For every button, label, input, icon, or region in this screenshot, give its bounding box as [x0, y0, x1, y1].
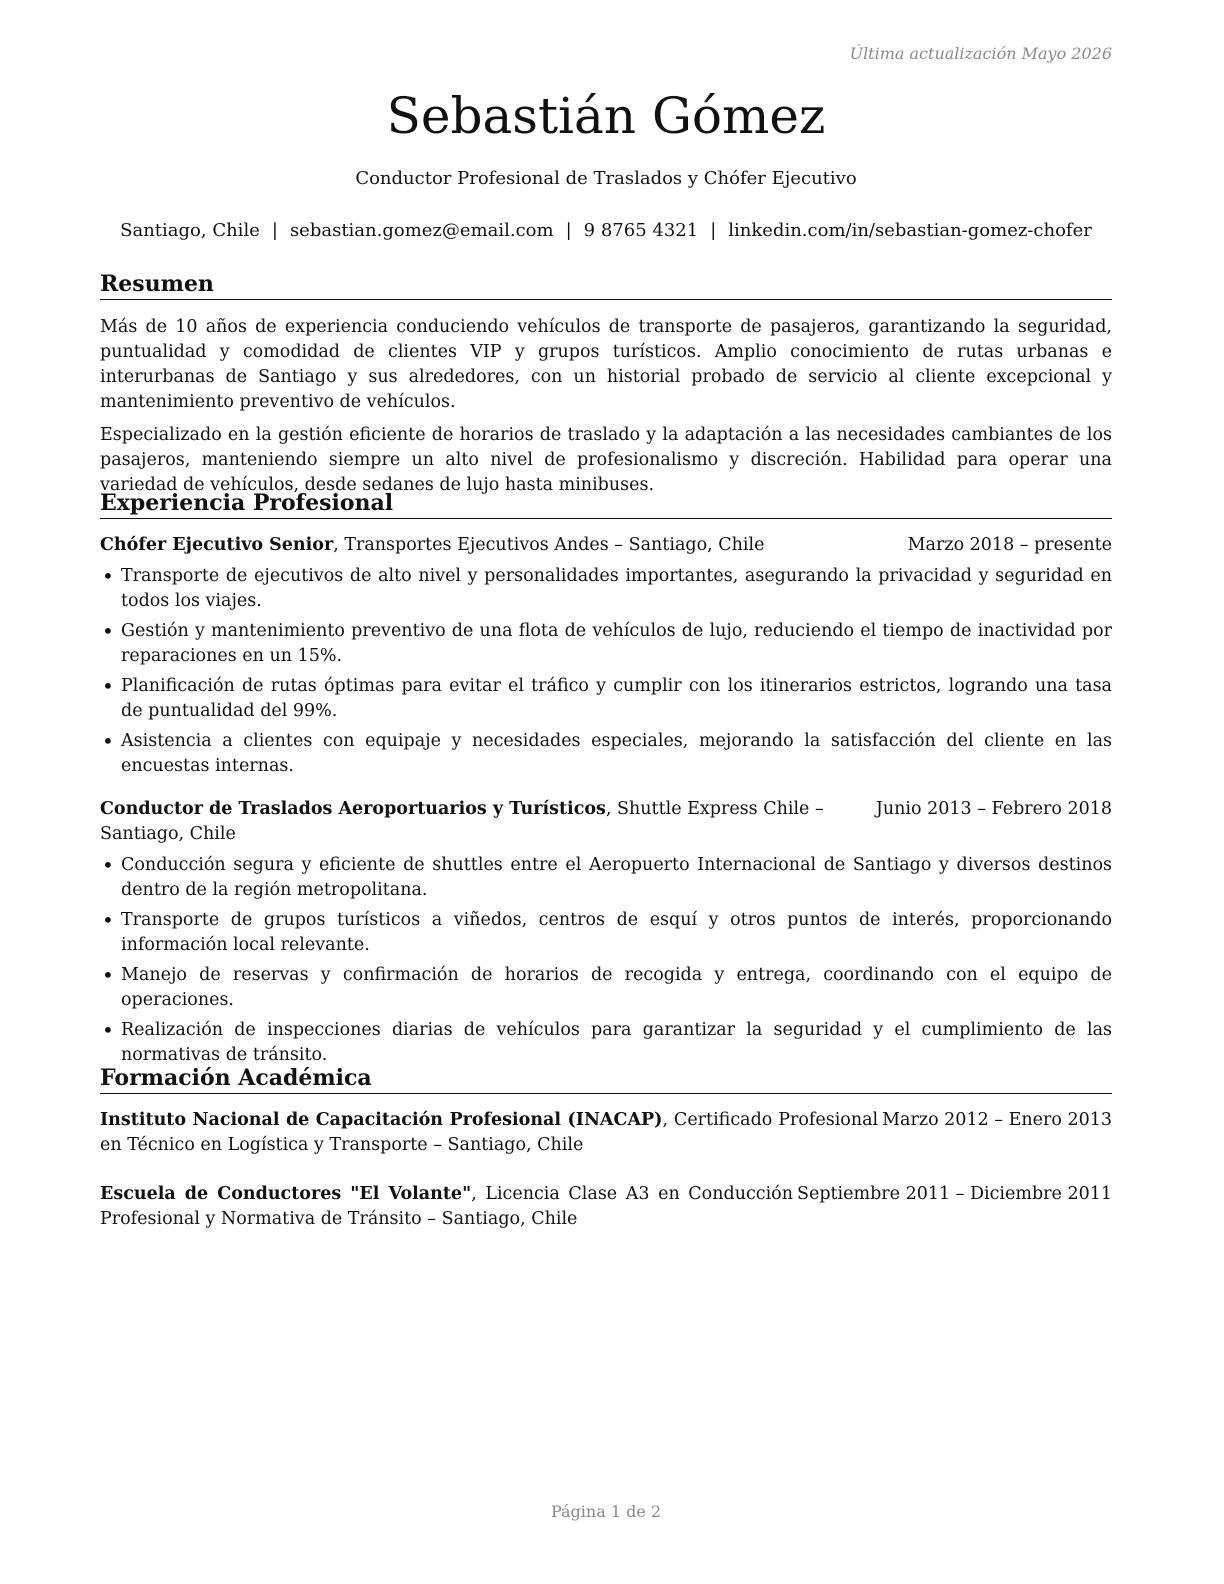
contact-linkedin[interactable]: linkedin.com/in/sebastian-gomez-chofer [728, 220, 1092, 241]
summary-paragraph: Especializado en la gestión eficiente de horarios de traslado y la adaptación a las necesidades cambiantes de los pasajeros, manteniendo siempre un alto nivel de profesionalismo y discreción. Habilidad para operar una variedad de vehículos, desde sedanes de lujo hasta minibuses. [100, 425, 1112, 495]
candidate-name: Sebastián Gómez [386, 87, 826, 145]
job-bullets [100, 564, 1112, 779]
education-section [100, 1064, 1112, 1232]
summary-paragraph: Más de 10 años de experiencia conduciendo vehículos de transporte de pasajeros, garantizando la seguridad, puntualidad y comodidad de clientes VIP y grupos turísticos. Amplio conocimiento de rutas urbanas e interurbanas de Santiago y sus alrededores, con un historial probado de servicio al cliente excepcional y mantenimiento preventivo de vehículos. [100, 317, 1112, 412]
job-company: , Shuttle Express Chile – Santiago, Chile [100, 799, 824, 844]
contact-email[interactable]: sebastian.gomez@email.com [289, 220, 554, 241]
candidate-title: Conductor Profesional de Traslados y Chófer Ejecutivo [355, 168, 857, 189]
job-entry [100, 797, 1112, 1068]
education-program: , Certificado Profesional en Técnico en Logística y Transporte – Santiago, Chile [100, 1110, 879, 1155]
education-entry [100, 1108, 1112, 1158]
education-institution: Instituto Nacional de Capacitación Profesional (INACAP) [100, 1110, 663, 1130]
page-number: Página 1 de 2 [550, 1502, 662, 1521]
job-bullet: • Realización de inspecciones diarias de vehículos para garantizar la seguridad y el cumplimiento de las normativas de tránsito. [100, 1018, 1112, 1068]
job-bullet: • Gestión y mantenimiento preventivo de una flota de vehículos de lujo, reduciendo el tiempo de inactividad por reparaciones en un 15%. [100, 619, 1112, 669]
job-role: Conductor de Traslados Aeroportuarios y Turísticos [100, 799, 606, 819]
contact-location: Santiago, Chile [120, 220, 260, 241]
section-title-education: Formación Académica [100, 1064, 1112, 1094]
experience-section [100, 489, 1112, 1073]
job-dates: Marzo 2018 – presente [907, 535, 1112, 555]
education-institution: Escuela de Conductores "El Volante" [100, 1184, 472, 1204]
resume-page [100, 0, 1112, 1584]
job-role: Chófer Ejecutivo Senior [100, 535, 334, 555]
section-title-experience: Experiencia Profesional [100, 489, 1112, 519]
job-header [100, 797, 1112, 847]
education-dates: Septiembre 2011 – Diciembre 2011 [796, 1184, 1112, 1204]
contact-line [100, 219, 1112, 243]
job-entry [100, 533, 1112, 779]
contact-separator: | [565, 220, 572, 241]
job-company: , Transportes Ejecutivos Andes – Santiago, Chile [333, 535, 765, 555]
job-bullet: • Manejo de reservas y confirmación de horarios de recogida y entrega, coordinando con el equipo de operaciones. [100, 963, 1112, 1013]
contact-separator: | [271, 220, 278, 241]
contact-phone: 9 8765 4321 [583, 220, 699, 241]
job-bullets [100, 853, 1112, 1068]
job-dates: Junio 2013 – Febrero 2018 [875, 799, 1112, 819]
education-entry [100, 1182, 1112, 1232]
job-bullet: • Asistencia a clientes con equipaje y necesidades especiales, mejorando la satisfacción del cliente en las encuestas internas. [100, 729, 1112, 779]
job-bullet: • Conducción segura y eficiente de shuttles entre el Aeropuerto Internacional de Santiago y diversos destinos dentro de la región metropolitana. [100, 853, 1112, 903]
contact-separator: | [710, 220, 717, 241]
last-updated: Última actualización Mayo 2026 [849, 44, 1112, 63]
job-bullet: • Transporte de ejecutivos de alto nivel y personalidades importantes, asegurando la privacidad y seguridad en todos los viajes. [100, 564, 1112, 614]
summary-section [100, 270, 1112, 498]
section-title-summary: Resumen [100, 270, 1112, 300]
education-dates: Marzo 2012 – Enero 2013 [882, 1110, 1112, 1130]
job-bullet: • Planificación de rutas óptimas para evitar el tráfico y cumplir con los itinerarios estrictos, logrando una tasa de puntualidad del 99%. [100, 674, 1112, 724]
job-bullet: • Transporte de grupos turísticos a viñedos, centros de esquí y otros puntos de interés, proporcionando información local relevante. [100, 908, 1112, 958]
job-header [100, 533, 1112, 558]
education-program: , Licencia Clase A3 en Conducción Profesional y Normativa de Tránsito – Santiago, Chile [100, 1184, 793, 1229]
